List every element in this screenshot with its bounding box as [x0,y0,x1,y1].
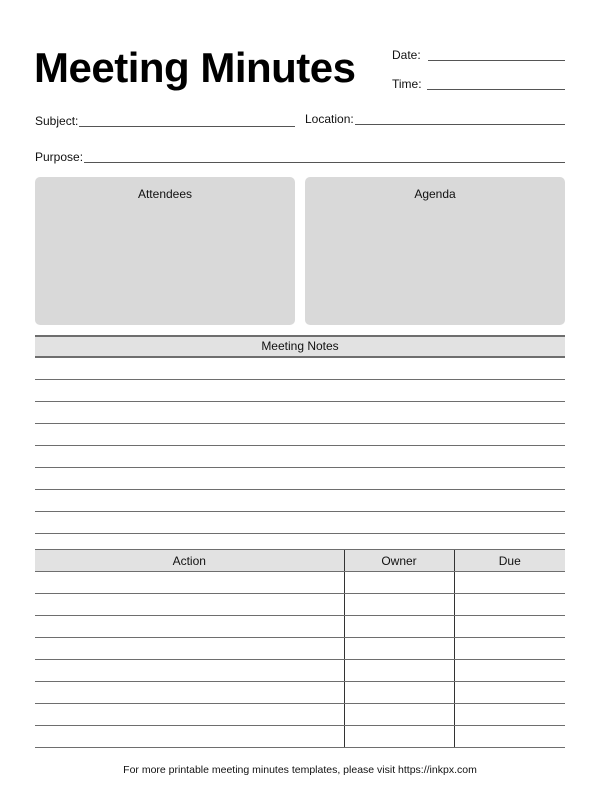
time-input-line[interactable] [427,89,565,90]
action-cell[interactable] [35,572,344,594]
time-label: Time: [392,77,422,91]
table-row [35,726,565,748]
date-field[interactable] [392,48,565,62]
action-cell[interactable] [35,616,344,638]
notes-line[interactable] [35,468,565,490]
table-row [35,572,565,594]
due-cell[interactable] [454,616,565,638]
location-field[interactable] [305,112,565,126]
due-cell[interactable] [454,682,565,704]
notes-line[interactable] [35,380,565,402]
due-cell[interactable] [454,572,565,594]
agenda-panel[interactable] [305,177,565,325]
action-cell[interactable] [35,660,344,682]
column-header-owner: Owner [344,550,454,572]
action-cell[interactable] [35,638,344,660]
column-header-action: Action [35,550,344,572]
table-row [35,638,565,660]
notes-line[interactable] [35,424,565,446]
notes-line[interactable] [35,512,565,534]
due-cell[interactable] [454,638,565,660]
attendees-panel[interactable] [35,177,295,325]
owner-cell[interactable] [344,572,454,594]
purpose-input-line[interactable] [84,162,565,163]
action-items-table [35,549,565,748]
owner-cell[interactable] [344,726,454,748]
footer-note: For more printable meeting minutes templates, please visit https://inkpx.com [123,764,477,776]
table-row [35,682,565,704]
purpose-field[interactable] [35,150,565,164]
meeting-notes-section [35,335,565,534]
date-input-line[interactable] [428,60,565,61]
notes-line[interactable] [35,358,565,380]
due-cell[interactable] [454,726,565,748]
owner-cell[interactable] [344,638,454,660]
page-title: Meeting Minutes [34,44,356,91]
due-cell[interactable] [454,704,565,726]
table-row [35,704,565,726]
notes-line[interactable] [35,402,565,424]
meeting-notes-header: Meeting Notes [35,335,565,358]
date-label: Date: [392,48,421,62]
action-cell[interactable] [35,726,344,748]
location-input-line[interactable] [355,124,565,125]
table-header-row [35,550,565,572]
subject-label: Subject: [35,114,79,128]
due-cell[interactable] [454,594,565,616]
agenda-title: Agenda [414,187,456,201]
column-header-due: Due [454,550,565,572]
time-field[interactable] [392,77,565,91]
owner-cell[interactable] [344,704,454,726]
location-label: Location: [305,112,354,126]
subject-field[interactable] [35,114,295,128]
owner-cell[interactable] [344,594,454,616]
purpose-label: Purpose: [35,150,84,164]
owner-cell[interactable] [344,660,454,682]
table-row [35,660,565,682]
action-cell[interactable] [35,594,344,616]
table-row [35,616,565,638]
owner-cell[interactable] [344,616,454,638]
attendees-title: Attendees [137,187,193,201]
due-cell[interactable] [454,660,565,682]
action-cell[interactable] [35,704,344,726]
notes-line[interactable] [35,490,565,512]
owner-cell[interactable] [344,682,454,704]
subject-input-line[interactable] [79,126,295,127]
action-cell[interactable] [35,682,344,704]
notes-line[interactable] [35,446,565,468]
table-row [35,594,565,616]
